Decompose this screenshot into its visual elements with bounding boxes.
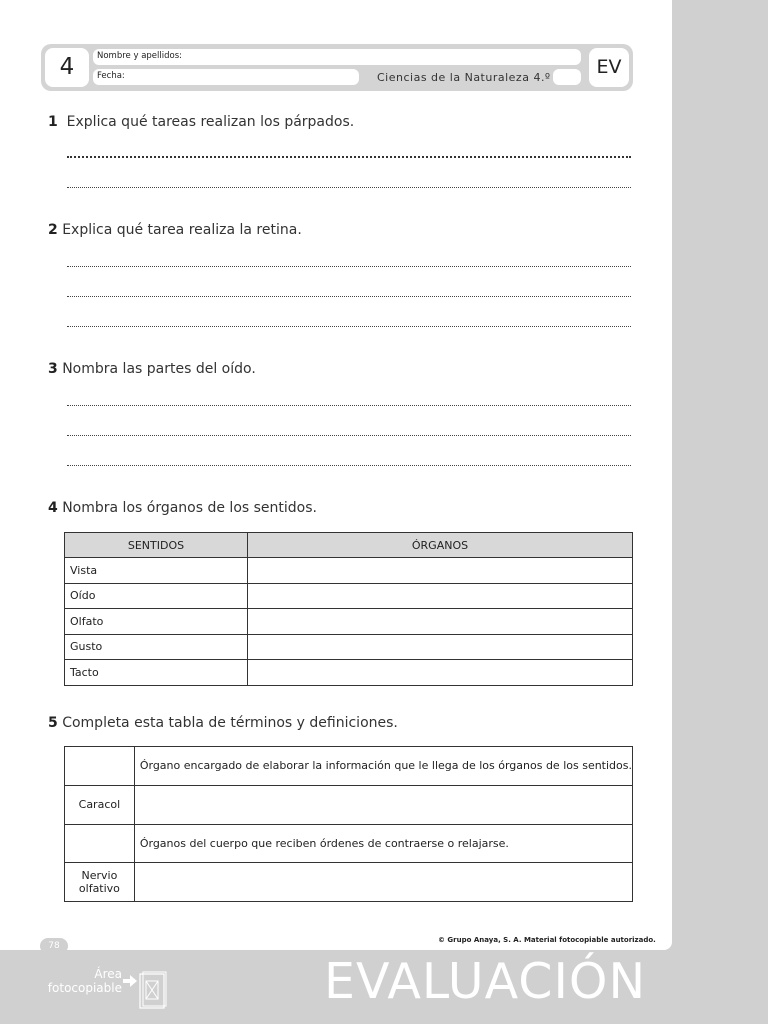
sense-cell: Tacto xyxy=(65,660,248,686)
question-text: Nombra las partes del oído. xyxy=(62,361,256,377)
table-row xyxy=(65,558,633,584)
table-row xyxy=(65,660,633,686)
question-number: 3 xyxy=(48,361,58,377)
answer-line[interactable] xyxy=(67,326,631,327)
answer-line[interactable] xyxy=(67,266,631,267)
term-answer-cell[interactable] xyxy=(65,747,135,786)
question-1 xyxy=(48,114,354,130)
page-number: 78 xyxy=(40,938,68,954)
sense-cell: Vista xyxy=(65,558,248,584)
area-label-line1: Área xyxy=(94,967,122,981)
terms-table xyxy=(64,746,633,902)
column-header-senses: SENTIDOS xyxy=(65,533,248,558)
table-row xyxy=(65,863,633,902)
question-text: Nombra los órganos de los sentidos. xyxy=(62,500,317,516)
senses-table xyxy=(64,532,633,686)
organ-answer-cell[interactable] xyxy=(248,558,633,584)
table-row xyxy=(65,824,633,863)
question-5 xyxy=(48,715,398,731)
question-2 xyxy=(48,222,302,238)
organ-answer-cell[interactable] xyxy=(248,609,633,635)
table-row xyxy=(65,747,633,786)
term-cell: Nervio olfativo xyxy=(65,863,135,902)
answer-line[interactable] xyxy=(67,296,631,297)
date-label: Fecha: xyxy=(97,71,125,81)
question-number: 1 xyxy=(48,114,58,130)
organ-answer-cell[interactable] xyxy=(248,634,633,660)
photocopiable-area-label xyxy=(36,967,122,995)
photocopy-icon xyxy=(139,971,167,1009)
unit-number: 4 xyxy=(45,48,89,87)
date-field[interactable] xyxy=(93,69,359,85)
answer-line[interactable] xyxy=(67,405,631,406)
worksheet-header xyxy=(41,44,633,91)
arrow-right-icon xyxy=(123,975,137,987)
evaluation-badge: EV xyxy=(589,48,629,87)
answer-line[interactable] xyxy=(67,156,631,158)
answer-line[interactable] xyxy=(67,435,631,436)
organ-answer-cell[interactable] xyxy=(248,660,633,686)
sense-cell: Oído xyxy=(65,583,248,609)
answer-line[interactable] xyxy=(67,187,631,188)
table-row xyxy=(65,609,633,635)
name-label: Nombre y apellidos: xyxy=(97,51,183,61)
definition-answer-cell[interactable] xyxy=(134,785,632,824)
column-header-organs: ÓRGANOS xyxy=(248,533,633,558)
definition-cell: Órganos del cuerpo que reciben órdenes de contraerse o relajarse. xyxy=(134,824,632,863)
table-row xyxy=(65,785,633,824)
sense-cell: Gusto xyxy=(65,634,248,660)
question-text: Explica qué tarea realiza la retina. xyxy=(62,222,302,238)
definition-answer-cell[interactable] xyxy=(134,863,632,902)
table-header-row xyxy=(65,533,633,558)
question-number: 4 xyxy=(48,500,58,516)
area-label-line2: fotocopiable xyxy=(47,981,122,995)
section-title: EVALUACIÓN xyxy=(324,953,647,1010)
question-3 xyxy=(48,361,256,377)
term-cell: Caracol xyxy=(65,785,135,824)
organ-answer-cell[interactable] xyxy=(248,583,633,609)
copyright-notice: © Grupo Anaya, S. A. Material fotocopiable autorizado. xyxy=(438,936,656,944)
subject-bar xyxy=(553,69,581,85)
answer-line[interactable] xyxy=(67,465,631,466)
question-number: 2 xyxy=(48,222,58,238)
term-answer-cell[interactable] xyxy=(65,824,135,863)
definition-cell: Órgano encargado de elaborar la información que le llega de los órganos de los sentidos. xyxy=(134,747,632,786)
question-text: Completa esta tabla de términos y definiciones. xyxy=(62,715,398,731)
sense-cell: Olfato xyxy=(65,609,248,635)
question-4 xyxy=(48,500,317,516)
table-row xyxy=(65,583,633,609)
subject-title: Ciencias de la Naturaleza 4.º xyxy=(377,71,551,84)
right-margin-band xyxy=(672,0,768,950)
question-number: 5 xyxy=(48,715,58,731)
question-text: Explica qué tareas realizan los párpados. xyxy=(66,114,355,130)
table-row xyxy=(65,634,633,660)
